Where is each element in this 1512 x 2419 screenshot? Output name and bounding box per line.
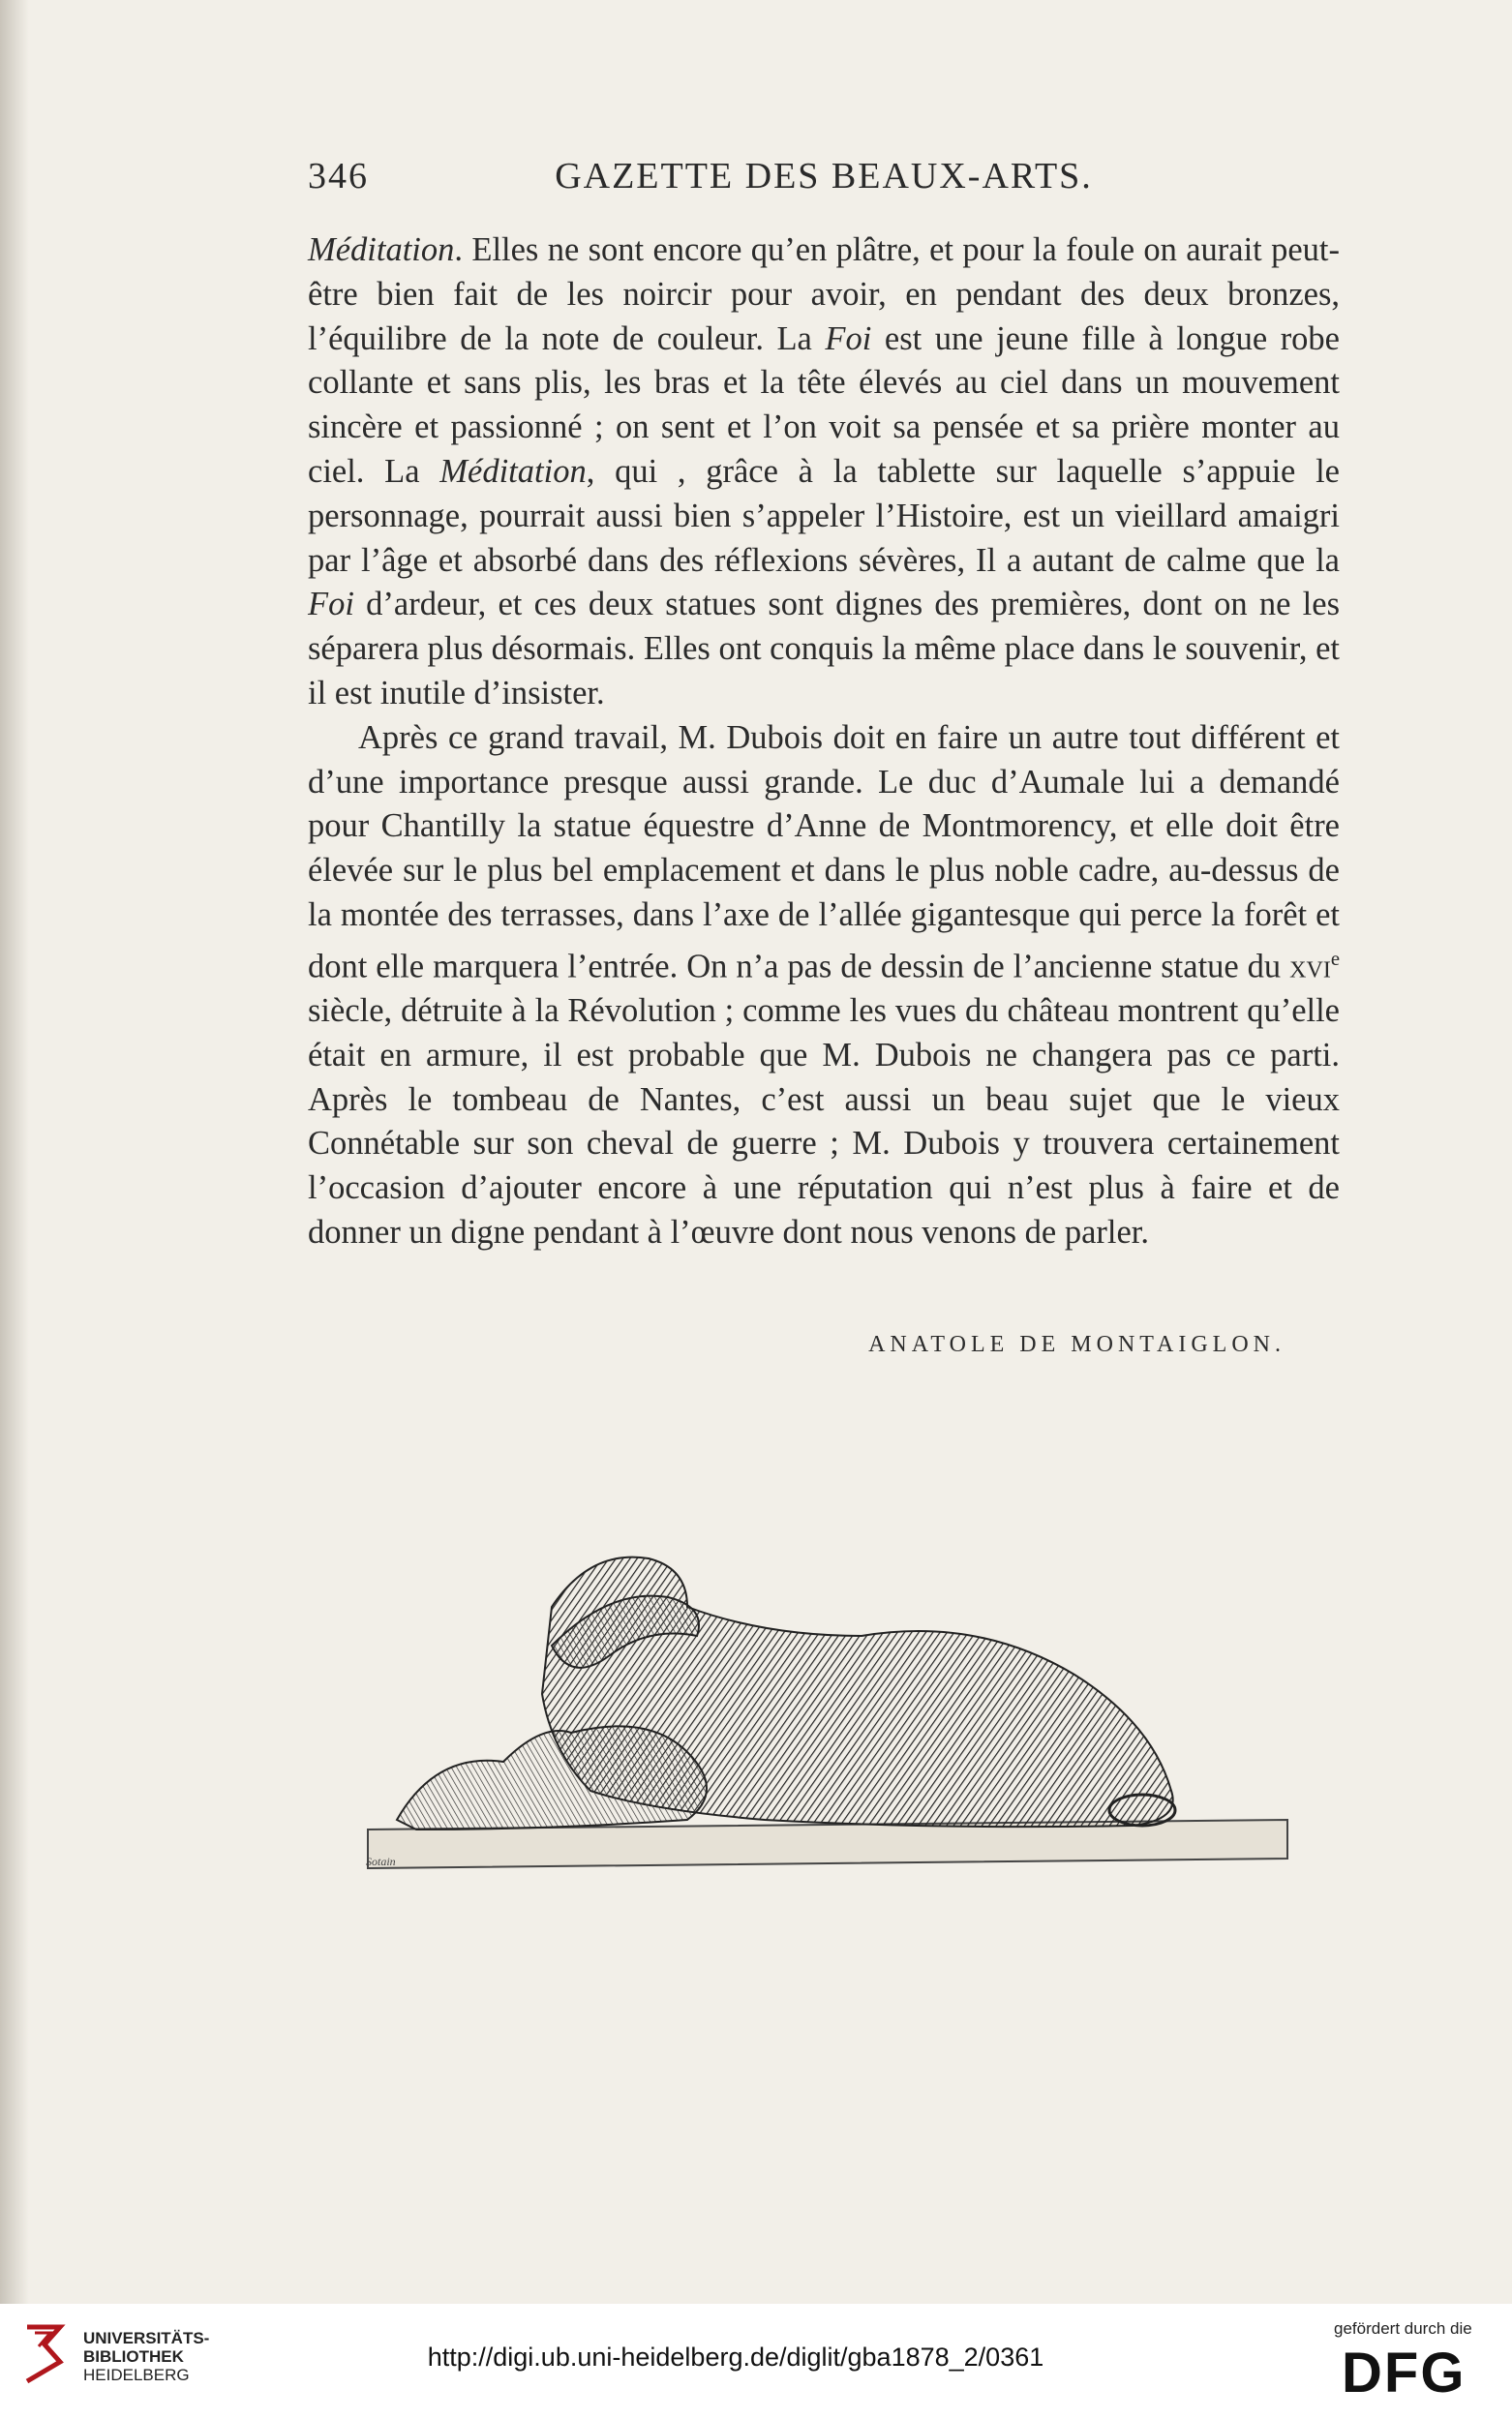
superscript: e — [1330, 948, 1340, 970]
text-span: d’ardeur, et ces deux statues sont dignes des premières, dont on ne les séparera plus désormais. Elles ont conquis la même place dans le souvenir, et il est inutile d’insister. — [308, 586, 1340, 711]
italic-title: Foi — [308, 586, 354, 623]
heidelberg-library-logo-icon — [21, 2323, 68, 2385]
text-span: Après ce grand travail, M. Dubois doit en faire un autre tout différent et d’une importance presque aussi grande. Le duc d’Aumale lui a demandé pour Chantilly la statue équestre d’Anne de Montmorency, et elle doit être élevée sur le plus bel emplacement et dans le plus noble cadre, au-dessus de la montée des terrasses, dans l’axe de l’allée gigantesque qui perce la forêt et dont elle marquera l’entrée. On n’a pas de dessin de l’ancienne statue du — [308, 718, 1340, 985]
paragraph — [308, 716, 1340, 1255]
italic-title: Méditation — [439, 452, 587, 490]
library-name-line: HEIDELBERG — [83, 2366, 190, 2384]
digitization-footer — [0, 2304, 1512, 2419]
text-span: siècle, détruite à la Révolution ; comme les vues du château montrent qu’elle était en armure, il est probable que M. Dubois ne changera pas ce parti. Après le tombeau de Nantes, c’est aussi un beau sujet que le vieux Connétable sur son cheval de guerre ; M. Dubois y trouvera certainement l’occasion d’ajouter encore à une réputation qui n’est plus à faire et de donner un digne pendant à l’œuvre dont nous venons de parler. — [308, 992, 1340, 1252]
page-number: 346 — [308, 156, 369, 197]
lion-crocodile-engraving — [358, 1500, 1297, 1888]
permalink-url[interactable]: http://digi.ub.uni-heidelberg.de/diglit/gba1878_2/0361 — [427, 2343, 1044, 2372]
italic-title: Méditation — [308, 231, 455, 268]
library-name-line: UNIVERSITÄTS- — [83, 2329, 210, 2347]
running-head: GAZETTE DES BEAUX-ARTS. — [555, 156, 1093, 197]
italic-title: Foi — [825, 319, 872, 357]
crocodile-body — [397, 1726, 707, 1829]
article-body — [308, 228, 1340, 1255]
text-span: est une jeune fille à longue robe collante et sans plis, les bras et la tête élevés au ciel dans un mouvement sincère et passionné ; on sent et l’on voit sa pensée et sa prière monter au ciel. La — [308, 319, 1340, 490]
engraver-signature: Sotain — [366, 1855, 396, 1868]
library-name — [83, 2329, 209, 2384]
text-span: , qui , grâce à la tablette sur laquelle s’appuie le personnage, pourrait aussi bien s’appeler l’Histoire, est un vieillard amaigri par l’âge et absorbé dans des réflexions sévères, Il a autant de calme que la — [308, 452, 1340, 579]
paragraph — [308, 228, 1340, 716]
dfg-logo: DFG — [1342, 2342, 1467, 2404]
page-gutter-shadow — [0, 0, 29, 2304]
century-numeral: xvi — [1289, 948, 1331, 985]
library-name-line: BIBLIOTHEK — [83, 2347, 184, 2366]
author-signature: ANATOLE DE MONTAIGLON. — [868, 1332, 1285, 1357]
funding-label: gefördert durch die — [1334, 2319, 1472, 2338]
text-span: . Elles ne sont encore qu’en plâtre, et pour la foule on aurait peut-être bien fait de les noircir pour avoir, en pendant des deux bronzes, l’équilibre de la note de couleur. La — [308, 231, 1340, 357]
